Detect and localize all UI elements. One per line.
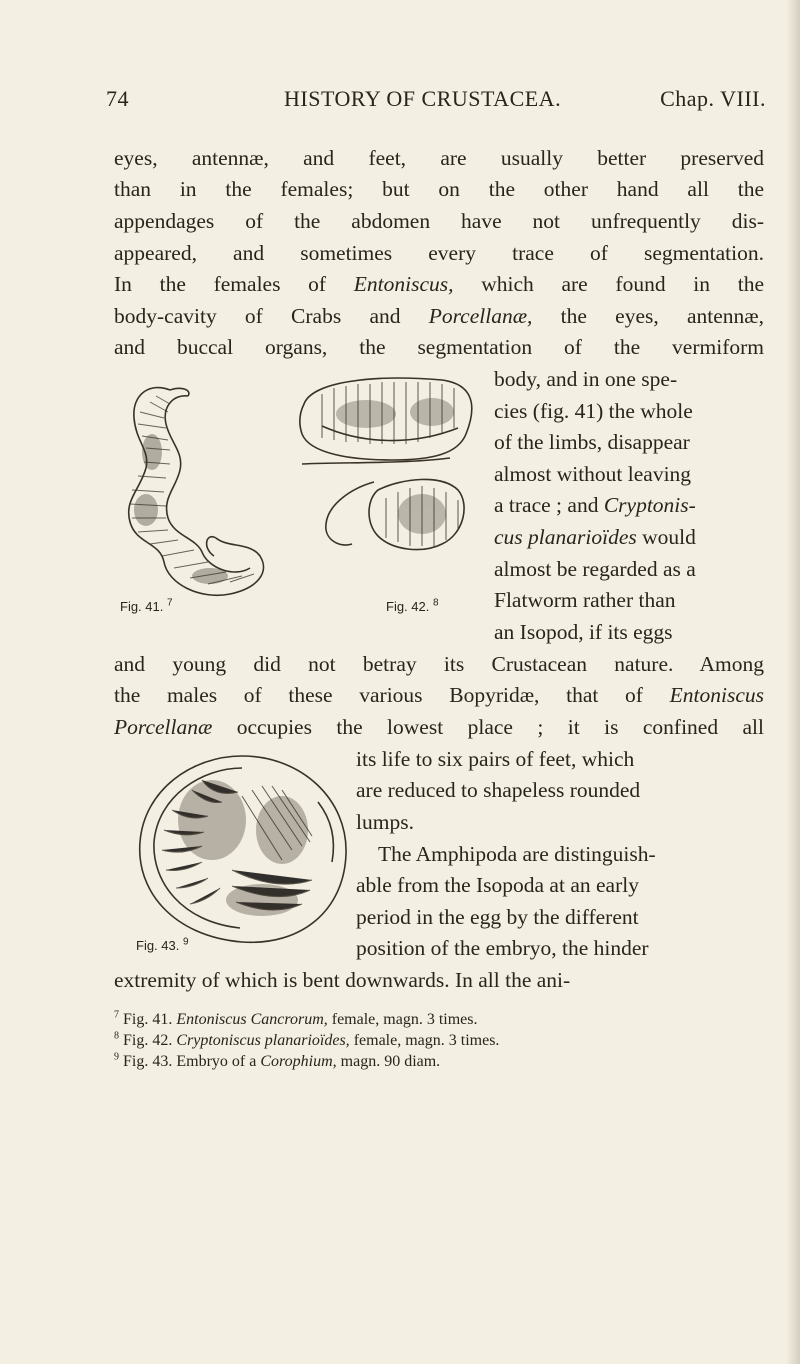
footnote-marker: 7 xyxy=(166,597,173,609)
text-run: which are found in the xyxy=(453,272,765,296)
taxon-name: Corophium, xyxy=(260,1053,337,1070)
text-run: a trace ; and xyxy=(494,493,604,517)
text-line xyxy=(114,270,764,298)
text-line: its life to six pairs of feet, which xyxy=(356,747,635,771)
footnote-9 xyxy=(114,1052,774,1072)
text-line: appendages of the abdomen have not unfrequently dis- xyxy=(114,209,764,233)
page-edge-shadow xyxy=(786,0,800,1364)
text-line: position of the embryo, the hinder xyxy=(356,936,649,960)
taxon-name: Porcellanæ xyxy=(114,715,213,739)
footnote-figure-label: Fig. 43. xyxy=(123,1053,173,1070)
text-line: than in the females; but on the other hand all the xyxy=(114,177,764,201)
text-line: The Amphipoda are distinguish- xyxy=(378,842,656,866)
taxon-name: Entoniscus Cancrorum, xyxy=(176,1011,328,1028)
text-run: In the females of xyxy=(114,272,354,296)
text-line: are reduced to shapeless rounded xyxy=(356,778,641,802)
text-line: cies (fig. 41) the whole xyxy=(494,399,693,423)
text-line: appeared, and sometimes every trace of segmentation. xyxy=(114,241,764,265)
figure-42-caption xyxy=(386,599,439,614)
page-number: 74 xyxy=(106,86,129,111)
text-line: period in the egg by the different xyxy=(356,905,639,929)
footnote-text: Embryo of a xyxy=(176,1053,261,1070)
taxon-name: Cryptoniscus planarioïdes, xyxy=(176,1032,350,1049)
text-run: body-cavity of Crabs and xyxy=(114,304,429,328)
text-line: eyes, antennæ, and feet, are usually better preserved xyxy=(114,146,764,170)
running-header xyxy=(106,86,766,116)
text-line: and young did not betray its Crustacean nature. Among xyxy=(114,652,764,676)
text-line: body, and in one spe- xyxy=(494,367,678,391)
footnote-figure-label: Fig. 42. xyxy=(123,1032,173,1049)
footnote-marker: 9 xyxy=(114,1051,119,1063)
text-line: able from the Isopoda at an early xyxy=(356,873,639,897)
taxon-name: Porcellanæ, xyxy=(428,304,533,328)
text-line xyxy=(114,713,764,741)
taxon-name: Cryptonis- xyxy=(603,493,696,517)
footnote-text: female, magn. 3 times. xyxy=(331,1011,478,1028)
footnote-figure-label: Fig. 41. xyxy=(123,1011,173,1028)
text-run: would xyxy=(636,525,696,549)
text-run: the males of these various Bopyridæ, that of xyxy=(114,683,670,707)
figure-41-caption xyxy=(120,599,173,614)
footnote-text: female, magn. 3 times. xyxy=(353,1032,500,1049)
running-title: HISTORY OF CRUSTACEA. xyxy=(284,86,562,111)
text-line: lumps. xyxy=(356,810,414,834)
footnote-marker: 7 xyxy=(114,1009,119,1021)
figure-label: Fig. 41. xyxy=(120,599,164,614)
text-run: occupies the lowest place ; it is confined all xyxy=(212,715,764,739)
figure-41-illustration xyxy=(110,372,290,612)
footnote-marker: 8 xyxy=(432,597,439,609)
text-line: almost without leaving xyxy=(494,462,692,486)
text-line: Flatworm rather than xyxy=(494,588,676,612)
figure-42-illustration xyxy=(282,364,482,608)
text-line: extremity of which is bent downwards. In all the ani- xyxy=(114,968,571,992)
footnote-marker: 9 xyxy=(182,936,189,948)
footnote-7 xyxy=(114,1010,774,1030)
text-line xyxy=(494,491,696,519)
text-line xyxy=(114,302,764,330)
text-line: almost be regarded as a xyxy=(494,557,696,581)
figure-43-caption xyxy=(136,938,189,953)
taxon-name: cus planarioïdes xyxy=(494,525,637,549)
footnote-8 xyxy=(114,1031,774,1051)
footnote-text: magn. 90 diam. xyxy=(340,1053,441,1070)
text-line: an Isopod, if its eggs xyxy=(494,620,673,644)
footnote-marker: 8 xyxy=(114,1030,119,1042)
text-line: and buccal organs, the segmentation of the vermiform xyxy=(114,335,764,359)
text-line: of the limbs, disappear xyxy=(494,430,690,454)
text-run: the eyes, antennæ, xyxy=(532,304,764,328)
taxon-name: Entoniscus, xyxy=(353,272,454,296)
taxon-name: Entoniscus xyxy=(669,683,764,707)
text-line xyxy=(114,681,764,709)
text-line xyxy=(494,523,696,551)
figure-43-illustration xyxy=(132,750,352,950)
chapter-label: Chap. VIII. xyxy=(660,86,766,111)
figure-label: Fig. 42. xyxy=(386,599,430,614)
figure-label: Fig. 43. xyxy=(136,938,180,953)
